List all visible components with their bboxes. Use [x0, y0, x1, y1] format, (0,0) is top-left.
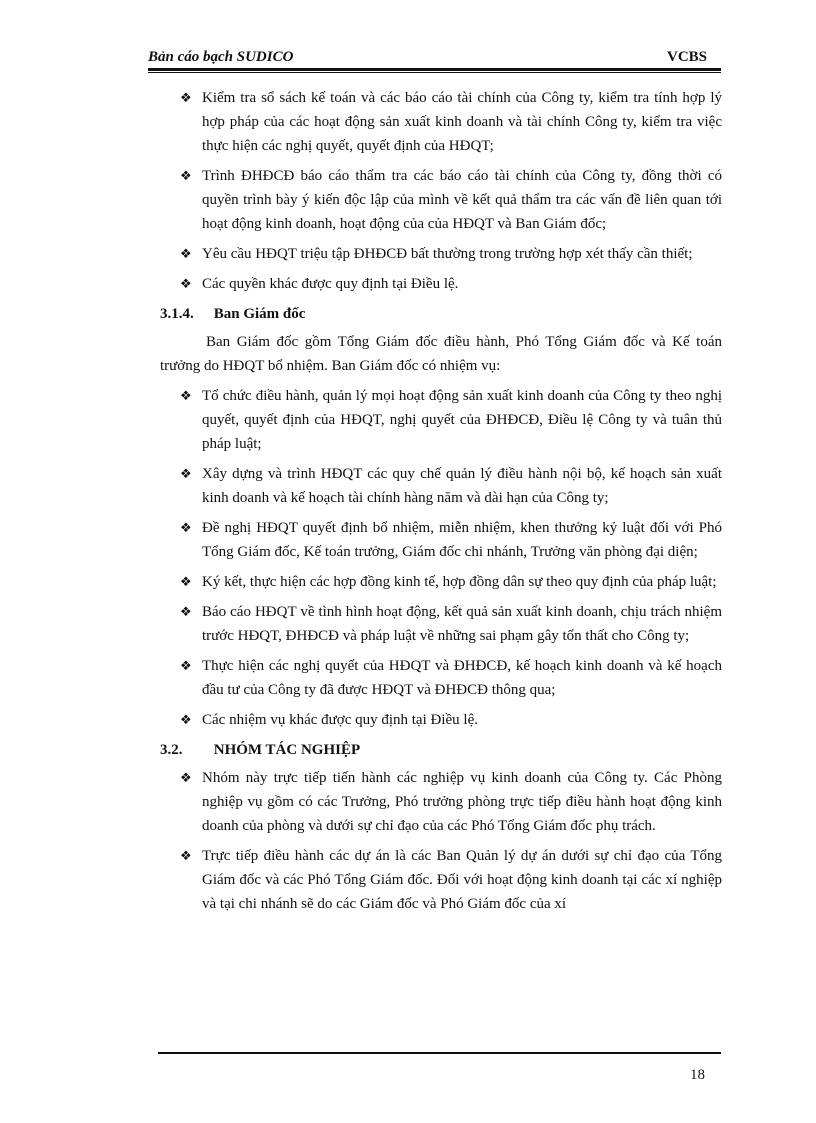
list-item-text: Xây dựng và trình HĐQT các quy chế quản lý điều hành nội bộ, kế hoạch sản xuất kinh doanh và kế hoạch tài chính hàng năm và dài hạn của Công ty;: [202, 466, 722, 506]
list-item-text: Nhóm này trực tiếp tiến hành các nghiệp vụ kinh doanh của Công ty. Các Phòng nghiệp vụ gồm có các Trưởng, Phó trưởng phòng trực tiếp điều hành hoạt động kinh doanh của phòng và dưới sự chỉ đạo của các Phó Tổng Giám đốc phụ trách.: [202, 770, 722, 834]
list-item: [160, 384, 722, 456]
list-item: [160, 844, 722, 916]
diamond-bullet-icon: ❖: [180, 770, 192, 785]
header-divider: [148, 68, 721, 71]
list-item: [160, 766, 722, 838]
list-item: [160, 164, 722, 236]
section-intro: Ban Giám đốc gồm Tổng Giám đốc điều hành, Phó Tổng Giám đốc và Kế toán trưởng do HĐQT bổ nhiệm. Ban Giám đốc có nhiệm vụ:: [160, 334, 722, 374]
list-item: [160, 242, 722, 266]
list-item-text: Báo cáo HĐQT về tình hình hoạt động, kết quả sản xuất kinh doanh, chịu trách nhiệm trước HĐQT, ĐHĐCĐ và pháp luật về những sai phạm gây tổn thất cho Công ty;: [202, 604, 722, 644]
list-item-text: Yêu cầu HĐQT triệu tập ĐHĐCĐ bất thường trong trường hợp xét thấy cần thiết;: [202, 246, 693, 262]
list-item: [160, 708, 722, 732]
header-divider-thin: [148, 72, 721, 73]
section-heading: [160, 302, 722, 326]
list-item-text: Các quyền khác được quy định tại Điều lệ.: [202, 276, 459, 292]
document-title: Bản cáo bạch SUDICO: [148, 49, 294, 65]
section-heading: [160, 738, 722, 762]
diamond-bullet-icon: ❖: [180, 520, 192, 535]
diamond-bullet-icon: ❖: [180, 848, 192, 863]
page-content: [160, 86, 722, 922]
list-item: [160, 516, 722, 564]
list-item-text: Tổ chức điều hành, quản lý mọi hoạt động sản xuất kinh doanh của Công ty theo nghị quyết, quyết định của HĐQT, nghị quyết của ĐHĐCĐ, Điều lệ Công ty và tuân thủ pháp luật;: [202, 388, 722, 452]
section-title: NHÓM TÁC NGHIỆP: [213, 742, 361, 758]
section-title: Ban Giám đốc: [213, 306, 306, 322]
list-item: [160, 570, 722, 594]
list-item-text: Đề nghị HĐQT quyết định bổ nhiệm, miễn nhiệm, khen thưởng kỷ luật đối với Phó Tổng Giám đốc, Kế toán trưởng, Giám đốc chi nhánh, Trưởng văn phòng đại diện;: [202, 520, 722, 560]
diamond-bullet-icon: ❖: [180, 658, 192, 673]
footer-divider: [158, 1052, 721, 1054]
page-header: [148, 49, 721, 69]
list-item: [160, 272, 722, 296]
list-item: [160, 462, 722, 510]
diamond-bullet-icon: ❖: [180, 168, 192, 183]
list-item-text: Thực hiện các nghị quyết của HĐQT và ĐHĐCĐ, kế hoạch kinh doanh và kế hoạch đầu tư của Công ty đã được HĐQT và ĐHĐCĐ thông qua;: [202, 658, 722, 698]
list-item: [160, 654, 722, 702]
diamond-bullet-icon: ❖: [180, 90, 192, 105]
organization-name: VCBS: [666, 49, 707, 65]
list-item-text: Kiểm tra sổ sách kế toán và các báo cáo tài chính của Công ty, kiểm tra tính hợp lý hợp pháp của các hoạt động sản xuất kinh doanh và tài chính Công ty, kiểm tra việc thực hiện các nghị quyết, quyết định của HĐQT;: [202, 90, 722, 154]
list-item-text: Ký kết, thực hiện các hợp đồng kinh tế, hợp đồng dân sự theo quy định của pháp luật;: [202, 574, 717, 590]
section-number: 3.1.4.: [160, 306, 194, 322]
page-number: 18: [690, 1067, 705, 1083]
diamond-bullet-icon: ❖: [180, 276, 192, 291]
section-number: 3.2.: [160, 742, 183, 758]
list-item: [160, 600, 722, 648]
list-item: [160, 86, 722, 158]
diamond-bullet-icon: ❖: [180, 388, 192, 403]
diamond-bullet-icon: ❖: [180, 604, 192, 619]
list-item-text: Trực tiếp điều hành các dự án là các Ban Quản lý dự án dưới sự chỉ đạo của Tổng Giám đốc và các Phó Tổng Giám đốc. Đối với hoạt động kinh doanh tại các xí nghiệp và tại chi nhánh sẽ do các Giám đốc và Phó Giám đốc của xí: [202, 848, 722, 912]
diamond-bullet-icon: ❖: [180, 574, 192, 589]
diamond-bullet-icon: ❖: [180, 712, 192, 727]
list-item-text: Trình ĐHĐCĐ báo cáo thẩm tra các báo cáo tài chính của Công ty, đồng thời có quyền trình bày ý kiến độc lập của mình về kết quả thẩm tra các vấn đề liên quan tới hoạt động kinh doanh, hoạt động của của HĐQT và Ban Giám đốc;: [202, 168, 722, 232]
diamond-bullet-icon: ❖: [180, 466, 192, 481]
diamond-bullet-icon: ❖: [180, 246, 192, 261]
list-item-text: Các nhiệm vụ khác được quy định tại Điều lệ.: [202, 712, 478, 728]
